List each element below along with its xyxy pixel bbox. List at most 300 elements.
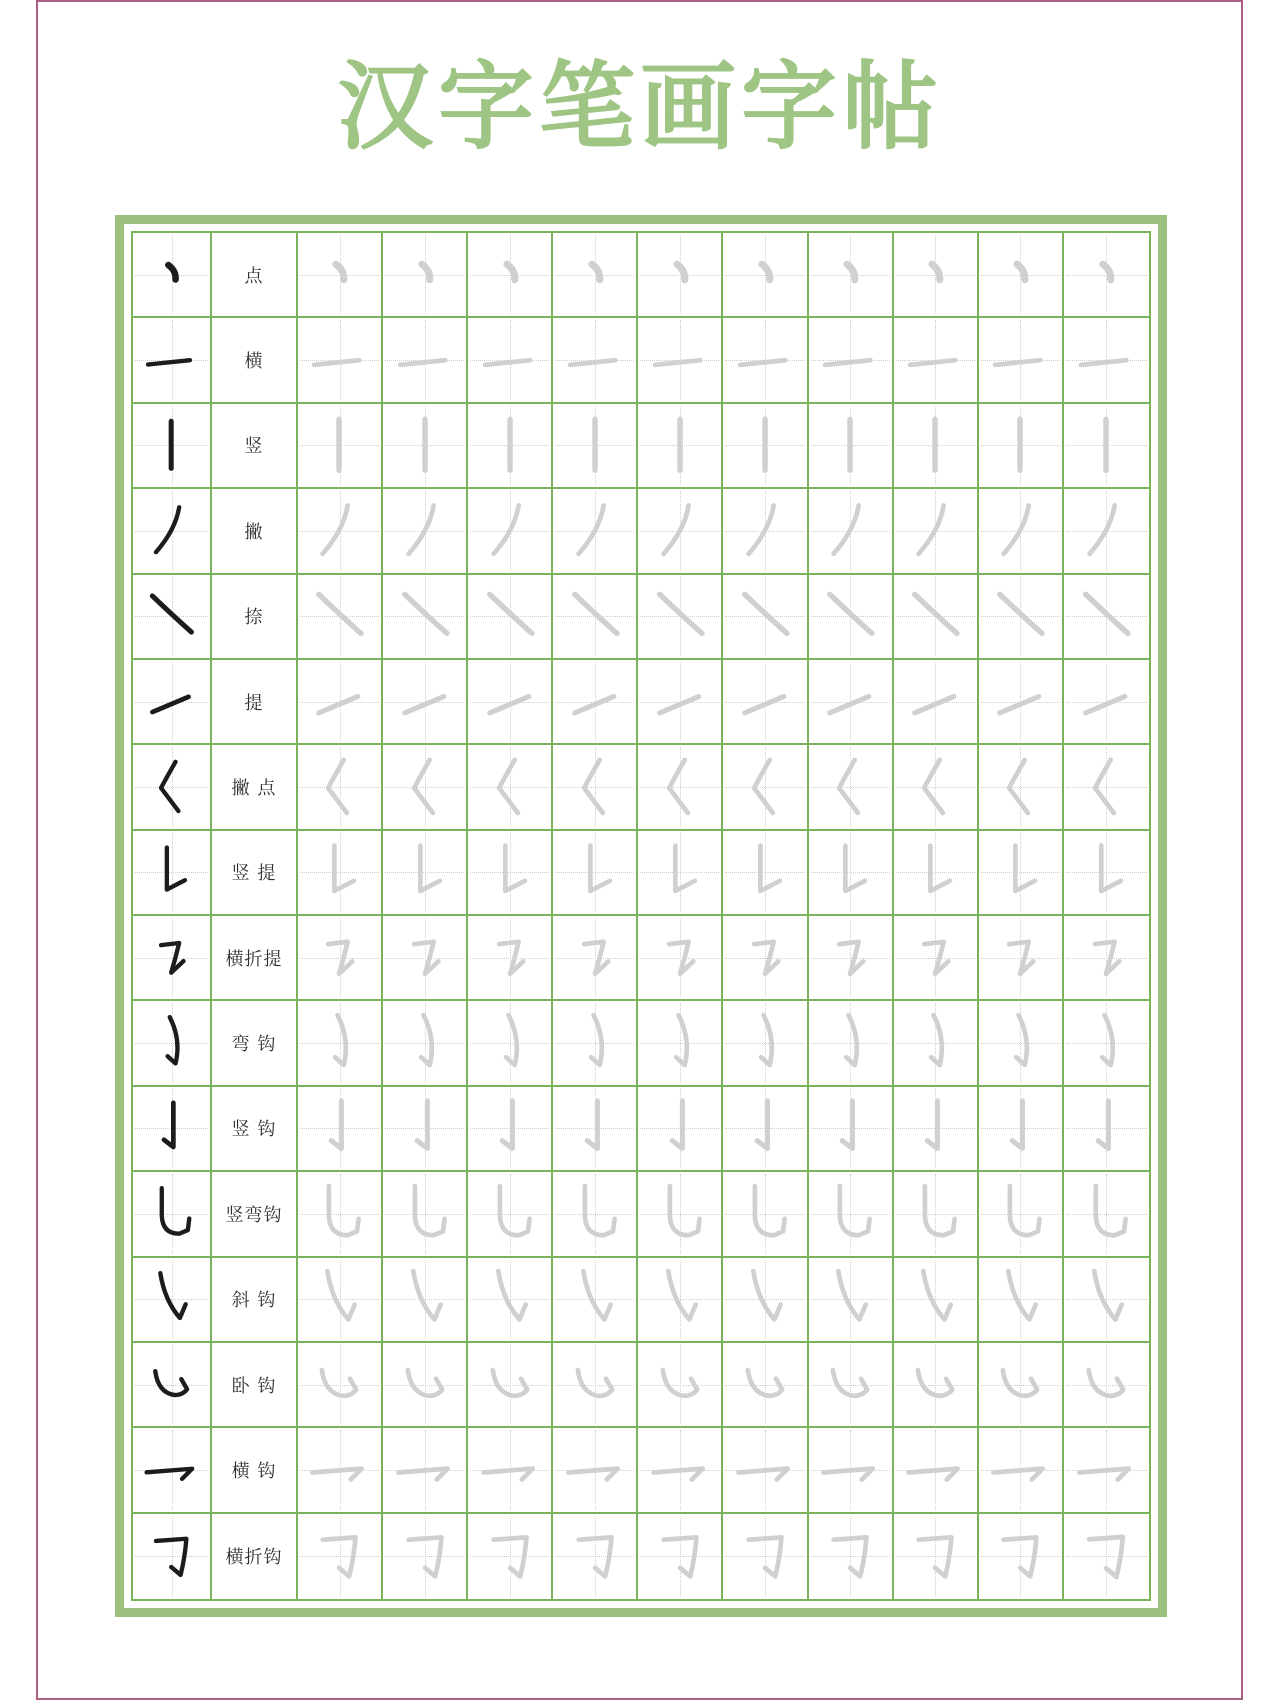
heng-practice-glyph bbox=[386, 321, 464, 399]
pie-practice-glyph bbox=[471, 492, 549, 570]
shu-ti-practice-glyph bbox=[896, 833, 974, 911]
practice-cell bbox=[723, 660, 808, 745]
na-practice-glyph bbox=[386, 577, 464, 655]
shu-gou-practice-glyph bbox=[981, 1089, 1059, 1167]
practice-cell bbox=[723, 575, 808, 660]
shu-practice-glyph bbox=[300, 406, 378, 484]
practice-cell bbox=[723, 916, 808, 1001]
practice-cell bbox=[809, 1428, 894, 1513]
xie-gou-practice-glyph bbox=[896, 1260, 974, 1338]
stroke-name-label: 横折提 bbox=[225, 948, 283, 970]
example-stroke-cell bbox=[133, 1343, 212, 1428]
practice-cell bbox=[638, 1001, 723, 1086]
practice-cell bbox=[468, 575, 553, 660]
practice-cell bbox=[894, 916, 979, 1001]
xie-gou-practice-glyph bbox=[726, 1260, 804, 1338]
heng-zhe-gou-practice-glyph bbox=[641, 1516, 719, 1596]
dian-practice-glyph bbox=[386, 236, 464, 314]
practice-cell bbox=[979, 1428, 1064, 1513]
practice-cell bbox=[468, 916, 553, 1001]
shu-gou-example-glyph bbox=[135, 1089, 207, 1167]
practice-cell bbox=[553, 1087, 638, 1172]
wan-gou-practice-glyph bbox=[726, 1004, 804, 1082]
stroke-name-cell bbox=[212, 1514, 298, 1599]
practice-cell bbox=[894, 1172, 979, 1257]
pie-practice-glyph bbox=[386, 492, 464, 570]
shu-ti-practice-glyph bbox=[471, 833, 549, 911]
practice-cell bbox=[894, 233, 979, 318]
wan-gou-practice-glyph bbox=[556, 1004, 634, 1082]
practice-cell bbox=[298, 1514, 383, 1599]
example-stroke-cell bbox=[133, 916, 212, 1001]
practice-cell bbox=[383, 1258, 468, 1343]
practice-cell bbox=[809, 489, 894, 574]
shu-practice-glyph bbox=[641, 406, 719, 484]
practice-cell bbox=[553, 1343, 638, 1428]
stroke-name-label: 竖 提 bbox=[231, 863, 277, 885]
stroke-name-cell bbox=[212, 1172, 298, 1257]
shu-gou-practice-glyph bbox=[811, 1089, 889, 1167]
heng-gou-practice-glyph bbox=[300, 1431, 378, 1509]
ti-practice-glyph bbox=[556, 662, 634, 740]
practice-cell bbox=[723, 1343, 808, 1428]
xie-gou-practice-glyph bbox=[471, 1260, 549, 1338]
practice-cell bbox=[809, 1258, 894, 1343]
stroke-name-label: 卧 钩 bbox=[231, 1375, 277, 1397]
heng-gou-practice-glyph bbox=[471, 1431, 549, 1509]
practice-cell bbox=[723, 1514, 808, 1599]
practice-cell bbox=[723, 1428, 808, 1513]
practice-cell bbox=[638, 1087, 723, 1172]
practice-cell bbox=[1064, 1343, 1149, 1428]
ti-example-glyph bbox=[135, 662, 207, 740]
practice-cell bbox=[894, 1343, 979, 1428]
example-stroke-cell bbox=[133, 404, 212, 489]
heng-gou-practice-glyph bbox=[386, 1431, 464, 1509]
heng-gou-practice-glyph bbox=[556, 1431, 634, 1509]
practice-cell bbox=[1064, 1001, 1149, 1086]
example-stroke-cell bbox=[133, 575, 212, 660]
na-practice-glyph bbox=[896, 577, 974, 655]
practice-cell bbox=[468, 1001, 553, 1086]
ti-practice-glyph bbox=[896, 662, 974, 740]
wan-gou-practice-glyph bbox=[471, 1004, 549, 1082]
example-stroke-cell bbox=[133, 745, 212, 830]
dian-practice-glyph bbox=[981, 236, 1059, 314]
practice-cell bbox=[1064, 916, 1149, 1001]
stroke-name-cell bbox=[212, 1258, 298, 1343]
example-stroke-cell bbox=[133, 1001, 212, 1086]
xie-gou-example-glyph bbox=[135, 1260, 207, 1338]
practice-cell bbox=[979, 575, 1064, 660]
practice-cell bbox=[979, 916, 1064, 1001]
wo-gou-practice-glyph bbox=[471, 1345, 549, 1423]
practice-cell bbox=[383, 575, 468, 660]
shu-practice-glyph bbox=[471, 406, 549, 484]
stroke-name-cell bbox=[212, 489, 298, 574]
practice-cell bbox=[979, 1087, 1064, 1172]
shu-gou-practice-glyph bbox=[556, 1089, 634, 1167]
stroke-name-cell bbox=[212, 1428, 298, 1513]
dian-practice-glyph bbox=[896, 236, 974, 314]
practice-cell bbox=[553, 745, 638, 830]
practice-cell bbox=[553, 1001, 638, 1086]
practice-cell bbox=[894, 660, 979, 745]
dian-practice-glyph bbox=[726, 236, 804, 314]
shu-wan-gou-example-glyph bbox=[135, 1175, 207, 1253]
practice-cell bbox=[1064, 831, 1149, 916]
practice-cell bbox=[1064, 1428, 1149, 1513]
example-stroke-cell bbox=[133, 660, 212, 745]
heng-practice-glyph bbox=[896, 321, 974, 399]
practice-cell bbox=[638, 831, 723, 916]
stroke-name-cell bbox=[212, 1001, 298, 1086]
heng-zhe-gou-example-glyph bbox=[135, 1516, 207, 1596]
wo-gou-practice-glyph bbox=[981, 1345, 1059, 1423]
shu-ti-practice-glyph bbox=[811, 833, 889, 911]
practice-cell bbox=[809, 233, 894, 318]
practice-cell bbox=[979, 1001, 1064, 1086]
practice-cell bbox=[894, 1258, 979, 1343]
heng-zhe-gou-practice-glyph bbox=[726, 1516, 804, 1596]
practice-cell bbox=[298, 1087, 383, 1172]
pie-dian-practice-glyph bbox=[641, 748, 719, 826]
practice-cell bbox=[894, 745, 979, 830]
wan-gou-practice-glyph bbox=[1066, 1004, 1146, 1082]
wo-gou-practice-glyph bbox=[1066, 1345, 1146, 1423]
practice-cell bbox=[298, 233, 383, 318]
heng-gou-practice-glyph bbox=[896, 1431, 974, 1509]
shu-wan-gou-practice-glyph bbox=[471, 1175, 549, 1253]
wan-gou-practice-glyph bbox=[300, 1004, 378, 1082]
practice-cell bbox=[894, 489, 979, 574]
heng-zhe-gou-practice-glyph bbox=[556, 1516, 634, 1596]
na-practice-glyph bbox=[811, 577, 889, 655]
example-stroke-cell bbox=[133, 1428, 212, 1513]
practice-cell bbox=[383, 233, 468, 318]
heng-zhe-gou-practice-glyph bbox=[1066, 1516, 1146, 1596]
shu-wan-gou-practice-glyph bbox=[386, 1175, 464, 1253]
practice-cell bbox=[979, 1172, 1064, 1257]
practice-cell bbox=[383, 916, 468, 1001]
practice-cell bbox=[383, 318, 468, 403]
practice-cell bbox=[894, 404, 979, 489]
practice-cell bbox=[809, 1172, 894, 1257]
practice-cell bbox=[979, 1514, 1064, 1599]
na-practice-glyph bbox=[300, 577, 378, 655]
stroke-name-label: 弯 钩 bbox=[231, 1034, 277, 1056]
practice-cell bbox=[979, 1258, 1064, 1343]
ti-practice-glyph bbox=[981, 662, 1059, 740]
practice-cell bbox=[298, 318, 383, 403]
heng-practice-glyph bbox=[556, 321, 634, 399]
practice-cell bbox=[809, 660, 894, 745]
shu-practice-glyph bbox=[726, 406, 804, 484]
shu-ti-practice-glyph bbox=[556, 833, 634, 911]
practice-cell bbox=[383, 1172, 468, 1257]
stroke-name-label: 撇 点 bbox=[231, 777, 277, 799]
heng-zhe-ti-practice-glyph bbox=[981, 919, 1059, 997]
practice-cell bbox=[468, 233, 553, 318]
shu-ti-example-glyph bbox=[135, 833, 207, 911]
practice-cell bbox=[979, 660, 1064, 745]
practice-cell bbox=[383, 831, 468, 916]
practice-cell bbox=[553, 916, 638, 1001]
ti-practice-glyph bbox=[300, 662, 378, 740]
heng-zhe-gou-practice-glyph bbox=[896, 1516, 974, 1596]
practice-cell bbox=[979, 745, 1064, 830]
stroke-name-cell bbox=[212, 233, 298, 318]
pie-practice-glyph bbox=[896, 492, 974, 570]
example-stroke-cell bbox=[133, 1172, 212, 1257]
practice-cell bbox=[468, 1172, 553, 1257]
practice-cell bbox=[298, 660, 383, 745]
stroke-name-cell bbox=[212, 745, 298, 830]
pie-practice-glyph bbox=[641, 492, 719, 570]
pie-dian-practice-glyph bbox=[1066, 748, 1146, 826]
stroke-table bbox=[131, 231, 1151, 1601]
copybook-frame bbox=[115, 215, 1167, 1617]
xie-gou-practice-glyph bbox=[300, 1260, 378, 1338]
pie-dian-practice-glyph bbox=[981, 748, 1059, 826]
example-stroke-cell bbox=[133, 233, 212, 318]
practice-cell bbox=[1064, 318, 1149, 403]
example-stroke-cell bbox=[133, 1087, 212, 1172]
practice-cell bbox=[1064, 1514, 1149, 1599]
stroke-name-label: 撇 bbox=[244, 521, 264, 543]
practice-cell bbox=[979, 1343, 1064, 1428]
pie-practice-glyph bbox=[300, 492, 378, 570]
shu-gou-practice-glyph bbox=[1066, 1089, 1146, 1167]
stroke-name-label: 斜 钩 bbox=[231, 1290, 277, 1312]
practice-cell bbox=[553, 489, 638, 574]
wan-gou-practice-glyph bbox=[896, 1004, 974, 1082]
heng-zhe-ti-practice-glyph bbox=[896, 919, 974, 997]
pie-dian-practice-glyph bbox=[896, 748, 974, 826]
practice-cell bbox=[638, 575, 723, 660]
practice-cell bbox=[383, 1343, 468, 1428]
shu-wan-gou-practice-glyph bbox=[896, 1175, 974, 1253]
stroke-name-label: 横 bbox=[244, 351, 264, 373]
practice-cell bbox=[979, 233, 1064, 318]
ti-practice-glyph bbox=[386, 662, 464, 740]
xie-gou-practice-glyph bbox=[1066, 1260, 1146, 1338]
shu-wan-gou-practice-glyph bbox=[981, 1175, 1059, 1253]
practice-cell bbox=[468, 1514, 553, 1599]
shu-ti-practice-glyph bbox=[1066, 833, 1146, 911]
stroke-name-cell bbox=[212, 318, 298, 403]
practice-cell bbox=[468, 1428, 553, 1513]
practice-cell bbox=[809, 1343, 894, 1428]
practice-cell bbox=[638, 1258, 723, 1343]
example-stroke-cell bbox=[133, 318, 212, 403]
practice-cell bbox=[1064, 660, 1149, 745]
practice-cell bbox=[468, 404, 553, 489]
ti-practice-glyph bbox=[726, 662, 804, 740]
pie-practice-glyph bbox=[1066, 492, 1146, 570]
practice-cell bbox=[723, 318, 808, 403]
practice-cell bbox=[809, 1514, 894, 1599]
heng-practice-glyph bbox=[811, 321, 889, 399]
na-practice-glyph bbox=[981, 577, 1059, 655]
heng-example-glyph bbox=[135, 321, 207, 399]
dian-practice-glyph bbox=[811, 236, 889, 314]
heng-practice-glyph bbox=[1066, 321, 1146, 399]
pie-dian-practice-glyph bbox=[726, 748, 804, 826]
na-practice-glyph bbox=[726, 577, 804, 655]
practice-cell bbox=[298, 1258, 383, 1343]
ti-practice-glyph bbox=[641, 662, 719, 740]
wan-gou-practice-glyph bbox=[386, 1004, 464, 1082]
practice-cell bbox=[298, 745, 383, 830]
stroke-name-label: 点 bbox=[244, 265, 264, 287]
pie-practice-glyph bbox=[981, 492, 1059, 570]
heng-zhe-ti-practice-glyph bbox=[811, 919, 889, 997]
practice-cell bbox=[1064, 404, 1149, 489]
heng-zhe-ti-practice-glyph bbox=[726, 919, 804, 997]
practice-cell bbox=[638, 745, 723, 830]
pie-practice-glyph bbox=[556, 492, 634, 570]
practice-cell bbox=[383, 1087, 468, 1172]
practice-cell bbox=[1064, 575, 1149, 660]
shu-ti-practice-glyph bbox=[386, 833, 464, 911]
heng-practice-glyph bbox=[726, 321, 804, 399]
practice-cell bbox=[553, 1514, 638, 1599]
shu-practice-glyph bbox=[811, 406, 889, 484]
practice-cell bbox=[553, 233, 638, 318]
practice-cell bbox=[894, 1514, 979, 1599]
practice-cell bbox=[553, 1172, 638, 1257]
example-stroke-cell bbox=[133, 1514, 212, 1599]
wo-gou-practice-glyph bbox=[386, 1345, 464, 1423]
practice-cell bbox=[638, 1172, 723, 1257]
stroke-name-cell bbox=[212, 575, 298, 660]
stroke-name-cell bbox=[212, 660, 298, 745]
practice-cell bbox=[383, 1428, 468, 1513]
shu-gou-practice-glyph bbox=[471, 1089, 549, 1167]
shu-gou-practice-glyph bbox=[896, 1089, 974, 1167]
ti-practice-glyph bbox=[471, 662, 549, 740]
practice-cell bbox=[1064, 1087, 1149, 1172]
heng-zhe-gou-practice-glyph bbox=[811, 1516, 889, 1596]
shu-practice-glyph bbox=[896, 406, 974, 484]
stroke-name-label: 竖 钩 bbox=[231, 1119, 277, 1141]
practice-cell bbox=[894, 1001, 979, 1086]
heng-zhe-ti-practice-glyph bbox=[1066, 919, 1146, 997]
practice-cell bbox=[979, 318, 1064, 403]
na-practice-glyph bbox=[471, 577, 549, 655]
practice-cell bbox=[809, 745, 894, 830]
heng-practice-glyph bbox=[641, 321, 719, 399]
pie-dian-practice-glyph bbox=[556, 748, 634, 826]
xie-gou-practice-glyph bbox=[556, 1260, 634, 1338]
practice-cell bbox=[383, 489, 468, 574]
shu-ti-practice-glyph bbox=[300, 833, 378, 911]
shu-ti-practice-glyph bbox=[726, 833, 804, 911]
wo-gou-practice-glyph bbox=[300, 1345, 378, 1423]
heng-gou-practice-glyph bbox=[641, 1431, 719, 1509]
shu-gou-practice-glyph bbox=[386, 1089, 464, 1167]
shu-practice-glyph bbox=[1066, 406, 1146, 484]
practice-cell bbox=[298, 916, 383, 1001]
shu-example-glyph bbox=[135, 406, 207, 484]
practice-cell bbox=[468, 1258, 553, 1343]
practice-cell bbox=[894, 1428, 979, 1513]
page-title: 汉字笔画字帖 bbox=[337, 50, 943, 163]
shu-practice-glyph bbox=[386, 406, 464, 484]
stroke-name-label: 捺 bbox=[244, 607, 264, 629]
dian-practice-glyph bbox=[471, 236, 549, 314]
example-stroke-cell bbox=[133, 831, 212, 916]
practice-cell bbox=[809, 831, 894, 916]
stroke-name-cell bbox=[212, 916, 298, 1001]
practice-cell bbox=[468, 489, 553, 574]
practice-cell bbox=[553, 831, 638, 916]
practice-cell bbox=[298, 831, 383, 916]
wo-gou-practice-glyph bbox=[896, 1345, 974, 1423]
xie-gou-practice-glyph bbox=[981, 1260, 1059, 1338]
shu-wan-gou-practice-glyph bbox=[641, 1175, 719, 1253]
wo-gou-practice-glyph bbox=[641, 1345, 719, 1423]
heng-gou-practice-glyph bbox=[726, 1431, 804, 1509]
ti-practice-glyph bbox=[1066, 662, 1146, 740]
wan-gou-practice-glyph bbox=[981, 1004, 1059, 1082]
heng-zhe-ti-practice-glyph bbox=[300, 919, 378, 997]
wo-gou-example-glyph bbox=[135, 1345, 207, 1423]
stroke-name-cell bbox=[212, 1343, 298, 1428]
shu-practice-glyph bbox=[556, 406, 634, 484]
practice-cell bbox=[298, 1428, 383, 1513]
practice-cell bbox=[638, 660, 723, 745]
stroke-name-label: 竖弯钩 bbox=[225, 1204, 283, 1226]
practice-cell bbox=[468, 745, 553, 830]
na-example-glyph bbox=[135, 577, 207, 655]
practice-cell bbox=[468, 660, 553, 745]
practice-cell bbox=[723, 831, 808, 916]
practice-cell bbox=[809, 916, 894, 1001]
practice-cell bbox=[979, 831, 1064, 916]
stroke-name-cell bbox=[212, 404, 298, 489]
practice-cell bbox=[723, 1258, 808, 1343]
shu-ti-practice-glyph bbox=[641, 833, 719, 911]
dian-example-glyph bbox=[135, 236, 207, 314]
shu-ti-practice-glyph bbox=[981, 833, 1059, 911]
practice-cell bbox=[468, 1343, 553, 1428]
shu-practice-glyph bbox=[981, 406, 1059, 484]
practice-cell bbox=[809, 1001, 894, 1086]
practice-cell bbox=[809, 1087, 894, 1172]
practice-cell bbox=[383, 404, 468, 489]
practice-cell bbox=[298, 489, 383, 574]
practice-cell bbox=[809, 404, 894, 489]
heng-zhe-gou-practice-glyph bbox=[981, 1516, 1059, 1596]
shu-wan-gou-practice-glyph bbox=[726, 1175, 804, 1253]
practice-cell bbox=[723, 1172, 808, 1257]
practice-cell bbox=[809, 575, 894, 660]
pie-practice-glyph bbox=[726, 492, 804, 570]
dian-practice-glyph bbox=[1066, 236, 1146, 314]
practice-cell bbox=[298, 1001, 383, 1086]
heng-zhe-ti-practice-glyph bbox=[386, 919, 464, 997]
dian-practice-glyph bbox=[300, 236, 378, 314]
heng-practice-glyph bbox=[981, 321, 1059, 399]
practice-cell bbox=[638, 1428, 723, 1513]
practice-cell bbox=[723, 1001, 808, 1086]
stroke-name-cell bbox=[212, 1087, 298, 1172]
na-practice-glyph bbox=[641, 577, 719, 655]
practice-cell bbox=[553, 1258, 638, 1343]
practice-cell bbox=[638, 1343, 723, 1428]
